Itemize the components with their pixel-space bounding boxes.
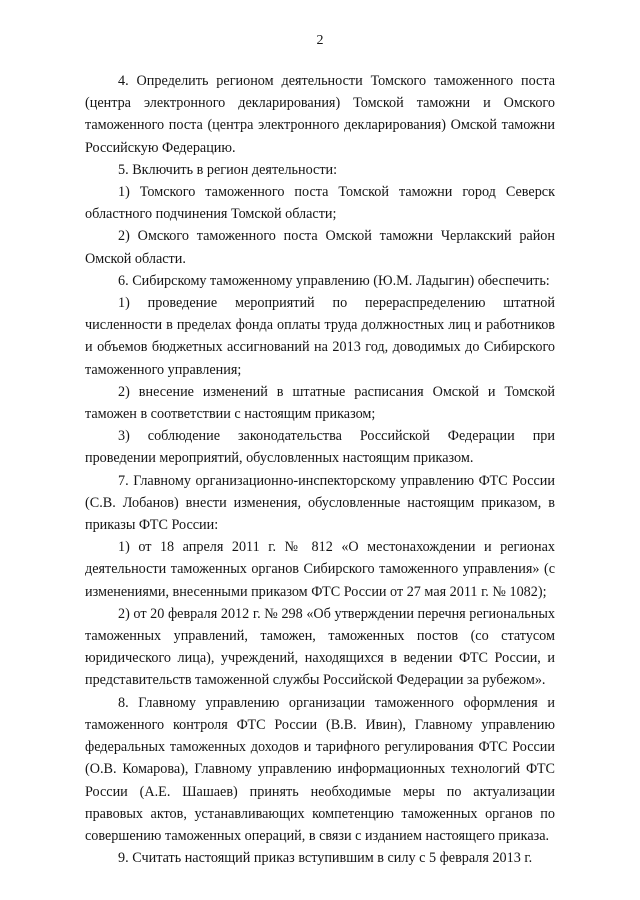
document-body <box>85 70 555 869</box>
paragraph-item-6: 6. Сибирскому таможенному управлению (Ю.М. Ладыгин) обеспечить: <box>118 272 550 289</box>
paragraph-item-5: 5. Включить в регион деятельности: <box>118 161 338 178</box>
paragraph-item-6-3: 3) соблюдение законодательства Российской Федерации при проведении мероприятий, обусловленных настоящим приказом. <box>85 428 555 467</box>
paragraph-item-7: 7. Главному организационно-инспекторскому управлению ФТС России (С.В. Лобанов) внести изменения, обусловленные настоящим приказом, в приказы ФТС России: <box>85 472 555 534</box>
paragraph-item-5-2: 2) Омского таможенного поста Омской таможни Черлакский район Омской области. <box>85 228 555 267</box>
paragraph-item-8: 8. Главному управлению организации таможенного оформления и таможенного контроля ФТС России (В.В. Ивин), Главному управлению федеральных таможенных доходов и тарифного регулирования ФТС России (О.В. Комарова), Главному управлению информационных технологий ФТС России (А.Е. Шашаев) принять необходимые меры по актуализации правовых актов, устанавливающих компетенцию таможенных органов по совершению таможенных операций, в связи с изданием настоящего приказа. <box>85 694 555 844</box>
paragraph-item-7-1: 1) от 18 апреля 2011 г. № 812 «О местонахождении и регионах деятельности таможенных органов Сибирского таможенного управления» (с изменениями, внесенными приказом ФТС России от 27 мая 2011 г. № 1082); <box>85 539 555 600</box>
paragraph-item-4: 4. Определить регионом деятельности Томского таможенного поста (центра электронного декларирования) Томской таможни и Омского таможенного поста (центра электронного декларирования) Омской таможни Российскую Федерацию. <box>85 73 555 156</box>
paragraph-item-6-1: 1) проведение мероприятий по перераспределению штатной численности в пределах фонда оплаты труда должностных лиц и работников и объемов бюджетных ассигнований на 2013 год, доводимых до Сибирского таможенного управления; <box>85 295 555 378</box>
paragraph-item-7-2: 2) от 20 февраля 2012 г. № 298 «Об утверждении перечня региональных таможенных управлений, таможен, таможенных постов (со статусом юридического лица), учреждений, находящихся в ведении ФТС России, и представительств таможенной службы Российской Федерации за рубежом». <box>85 605 555 689</box>
paragraph-item-6-2: 2) внесение изменений в штатные расписания Омской и Томской таможен в соответствии с настоящим приказом; <box>85 383 555 423</box>
page-number: 2 <box>316 33 324 48</box>
paragraph-item-9: 9. Считать настоящий приказ вступившим в силу с 5 февраля 2013 г. <box>118 850 533 867</box>
paragraph-item-5-1: 1) Томского таможенного поста Томской таможни город Северск областного подчинения Томской области; <box>85 184 555 223</box>
